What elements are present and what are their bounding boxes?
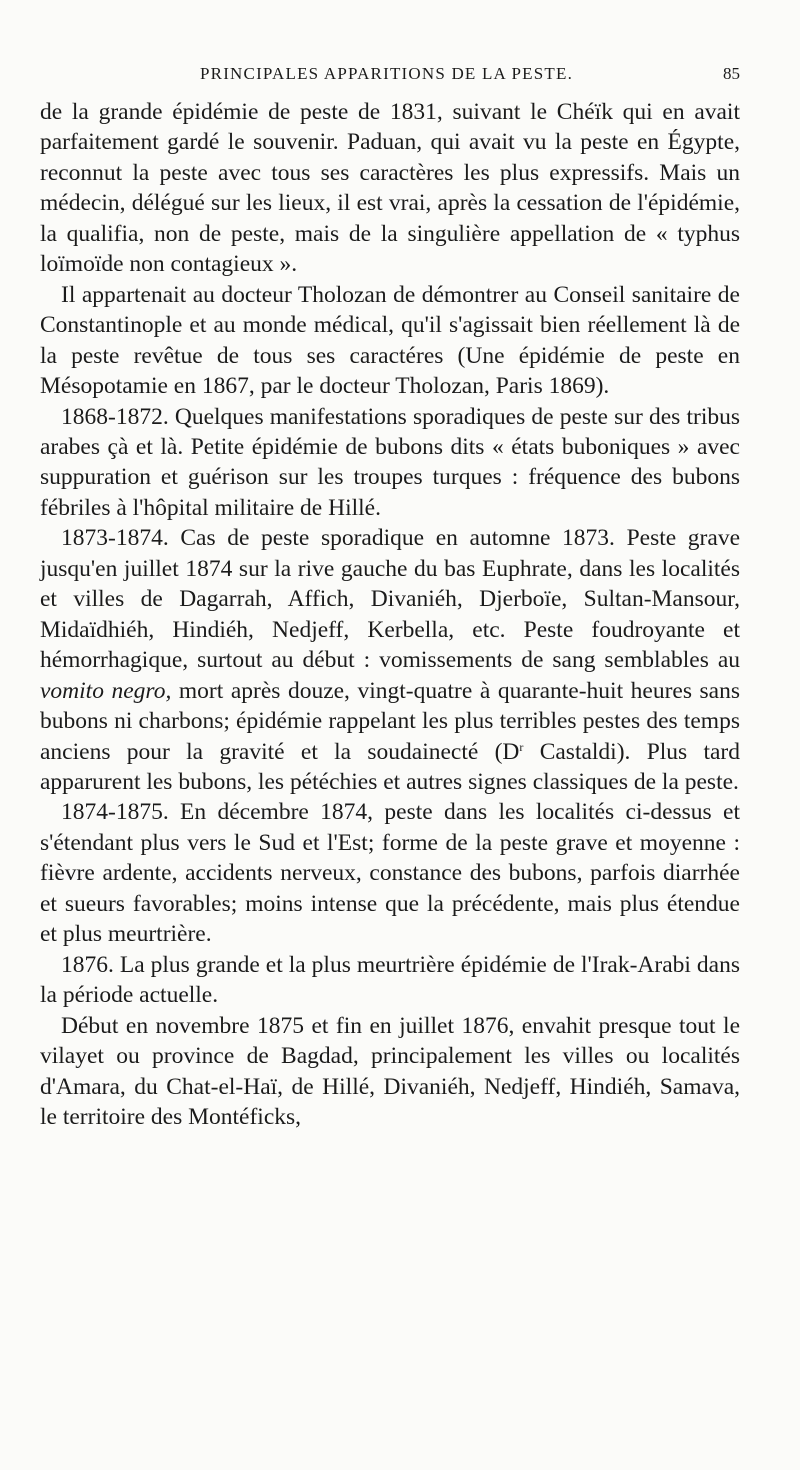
italic-term: vomito negro,: [40, 677, 172, 704]
paragraph-1: de la grande épidémie de peste de 1831, suivant le Chéïk qui en avait parfaitement gardé le souvenir. Paduan, qui avait vu la peste en Égypte, reconnut la peste avec tous ses caractères les plus expressifs. Mais un médecin, délégué sur les lieux, il est vrai, après la cessation de l'épidémie, la qualifia, non de peste, mais de la singulière appellation de « typhus loïmoïde non contagieux ».: [40, 99, 740, 278]
paragraph-5: 1874-1875. En décembre 1874, peste dans les localités ci-dessus et s'étendant plus vers le Sud et l'Est; forme de la peste grave et moyenne : fièvre ardente, accidents nerveux, constance des bubons, parfois diarrhée et sueurs favorables; moins intense que la précédente, mais plus étendue et plus meurtrière.: [40, 799, 740, 948]
paragraph-4: [40, 523, 740, 797]
paragraph-2: Il appartenait au docteur Tholozan de démontrer au Conseil sanitaire de Constantinople et au monde médical, qu'il s'agissait bien réellement là de la peste revêtue de tous ses caractéres (Une épidémie de peste en Mésopotamie en 1867, par le docteur Tholozan, Paris 1869).: [40, 281, 740, 400]
paragraph-4-part-3: Castaldi). Plus tard apparurent les bubons, les pétéchies et autres signes classiques de la peste.: [40, 738, 741, 795]
superscript: r: [519, 739, 524, 754]
paragraph-6: 1876. La plus grande et la plus meurtrière épidémie de l'Irak-Arabi dans la période actuelle.: [40, 951, 740, 1009]
page-number: 85: [723, 64, 740, 83]
running-title: PRINCIPALES APPARITIONS DE LA PESTE.: [200, 64, 574, 83]
paragraph-7: Début en novembre 1875 et fin en juillet 1876, envahit presque tout le vilayet ou province de Bagdad, principalement les villes ou localités d'Amara, du Chat-el-Haï, de Hillé, Divaniéh, Nedjeff, Hindiéh, Samava, le territoire des Montéficks,: [40, 1012, 740, 1130]
paragraph-4-part-1: 1873-1874. Cas de peste sporadique en automne 1873. Peste grave jusqu'en juillet 1874 sur la rive gauche du bas Euphrate, dans les localités et villes de Dagarrah, Affich, Divaniéh, Djerboïe, Sultan-Mansour, Midaïdhiéh, Hindiéh, Nedjeff, Kerbella, etc. Peste foudroyante et hémorrhagique, surtout au début : vomissements de sang semblables au: [40, 525, 740, 674]
paragraph-3: 1868-1872. Quelques manifestations sporadiques de peste sur des tribus arabes çà et là. Petite épidémie de bubons dits « états buboniques » avec suppuration et guérison sur les troupes turques : fréquence des bubons fébriles à l'hôpital militaire de Hillé.: [40, 403, 740, 521]
page-header: [40, 60, 740, 90]
body-text: [40, 97, 740, 1132]
paragraph-4-part-2: mort après douze, vingt-quatre à quarante-huit heures sans bubons ni charbons; épidémie rappelant les plus terribles pestes des temps anciens pour la gravité et la soudainecté (D: [40, 677, 740, 765]
